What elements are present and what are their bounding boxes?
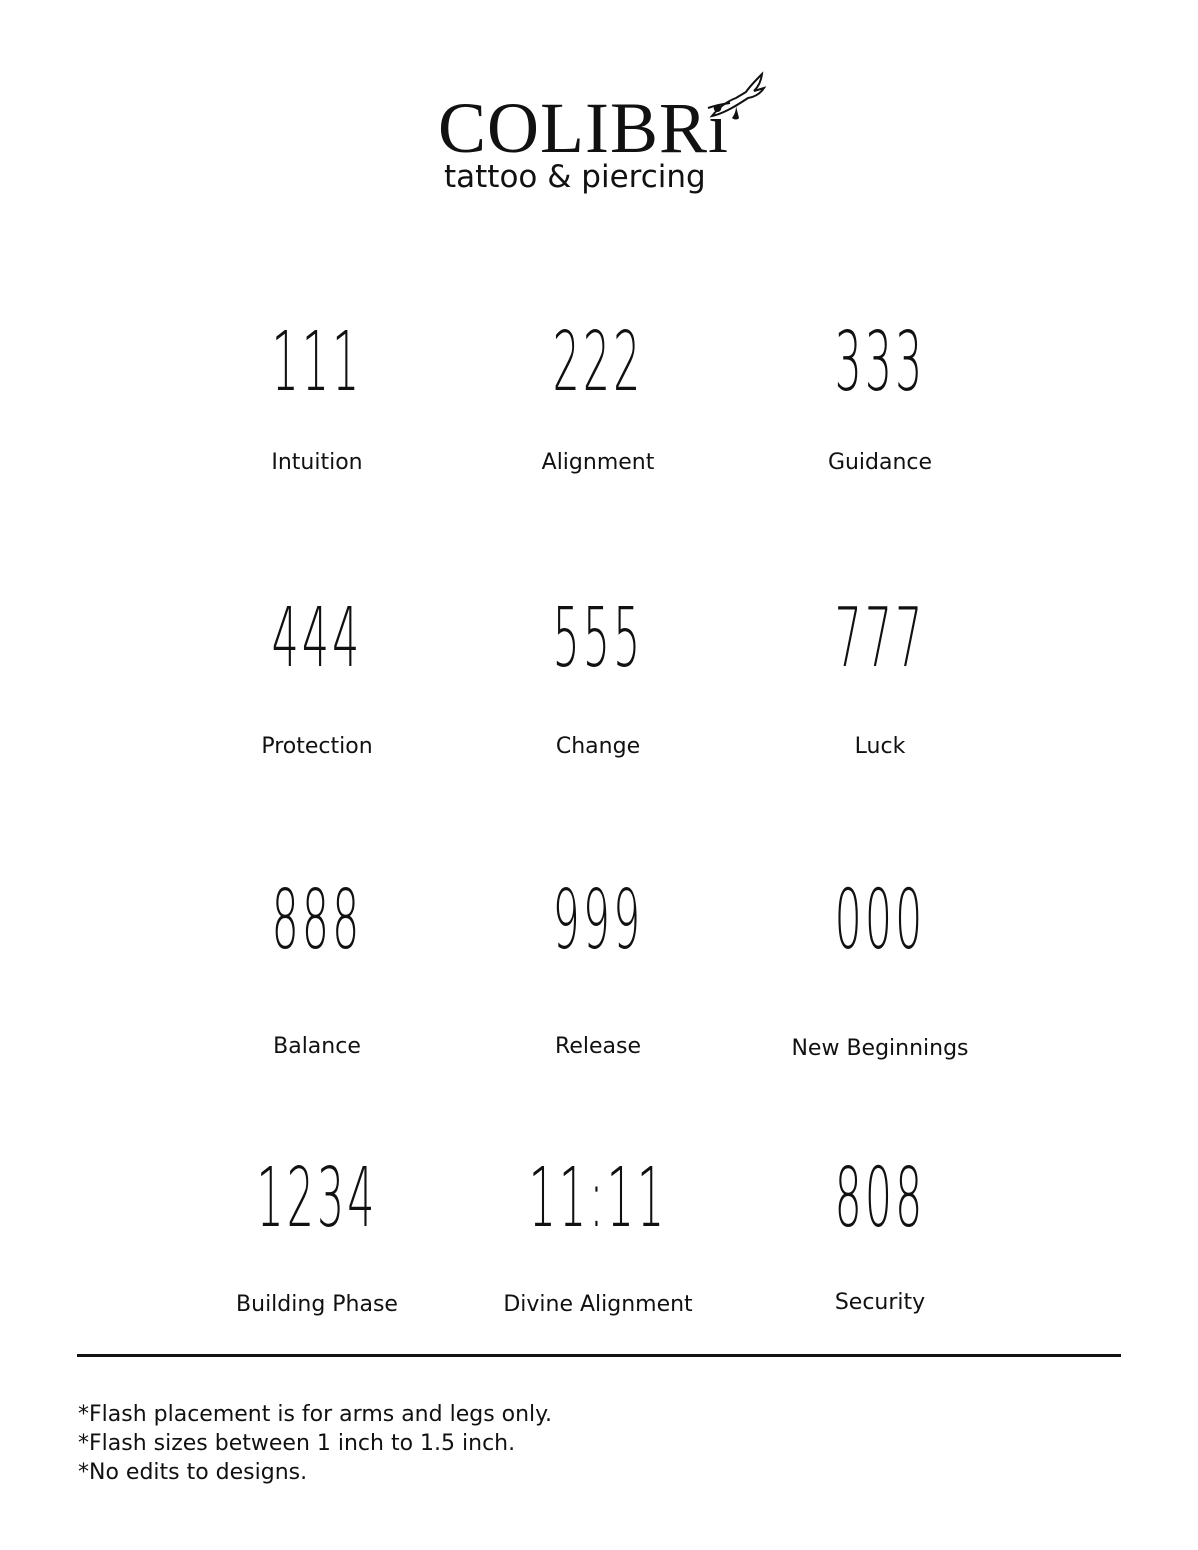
flash-meaning: Guidance [827,450,933,475]
flash-number: 777 [834,591,926,686]
flash-meaning: Balance [273,1034,361,1059]
flash-number: 444 [271,591,363,686]
flash-meaning: Release [555,1034,641,1059]
flash-item-111 [177,315,457,476]
flash-item-888 [177,873,457,1060]
flash-number: 11:11 [528,1151,668,1246]
flash-meaning: Protection [261,734,373,759]
flash-number: 333 [834,315,926,410]
hummingbird-icon [706,70,770,130]
flash-number: 999 [552,873,644,968]
flash-meaning: Change [555,734,641,759]
flash-meaning: Luck [854,734,906,759]
flash-number: 808 [834,1151,926,1246]
flash-number: 555 [552,591,644,686]
flash-meaning: Divine Alignment [503,1292,693,1317]
flash-number: 111 [271,315,363,410]
flash-item-808 [740,1151,1020,1316]
flash-meaning: Security [834,1290,926,1315]
flash-meaning: Alignment [541,450,655,475]
flash-number: 000 [834,873,926,968]
flash-meaning: Building Phase [236,1292,398,1317]
flash-item-555 [458,591,738,760]
flash-item-999 [458,873,738,1060]
flash-item-222 [458,315,738,476]
logo-tagline: tattoo & piercing [444,159,706,195]
flash-item-777 [740,591,1020,760]
flash-item-1234 [177,1151,457,1318]
flash-number: 1234 [256,1151,378,1246]
note-placement: *Flash placement is for arms and legs only. [78,1402,553,1427]
flash-meaning: New Beginnings [791,1036,969,1061]
flash-item-11-11 [458,1151,738,1318]
flash-item-444 [177,591,457,760]
divider [77,1354,1121,1357]
note-sizes: *Flash sizes between 1 inch to 1.5 inch. [78,1431,516,1456]
logo-brand: COLIBRi [438,88,730,168]
flash-number: 888 [271,873,363,968]
note-edits: *No edits to designs. [78,1460,308,1485]
notes [78,1400,978,1487]
logo [438,70,778,200]
flash-item-333 [740,315,1020,476]
flash-meaning: Intuition [271,450,363,475]
flash-item-000 [740,873,1020,1062]
flash-number: 222 [552,315,644,410]
